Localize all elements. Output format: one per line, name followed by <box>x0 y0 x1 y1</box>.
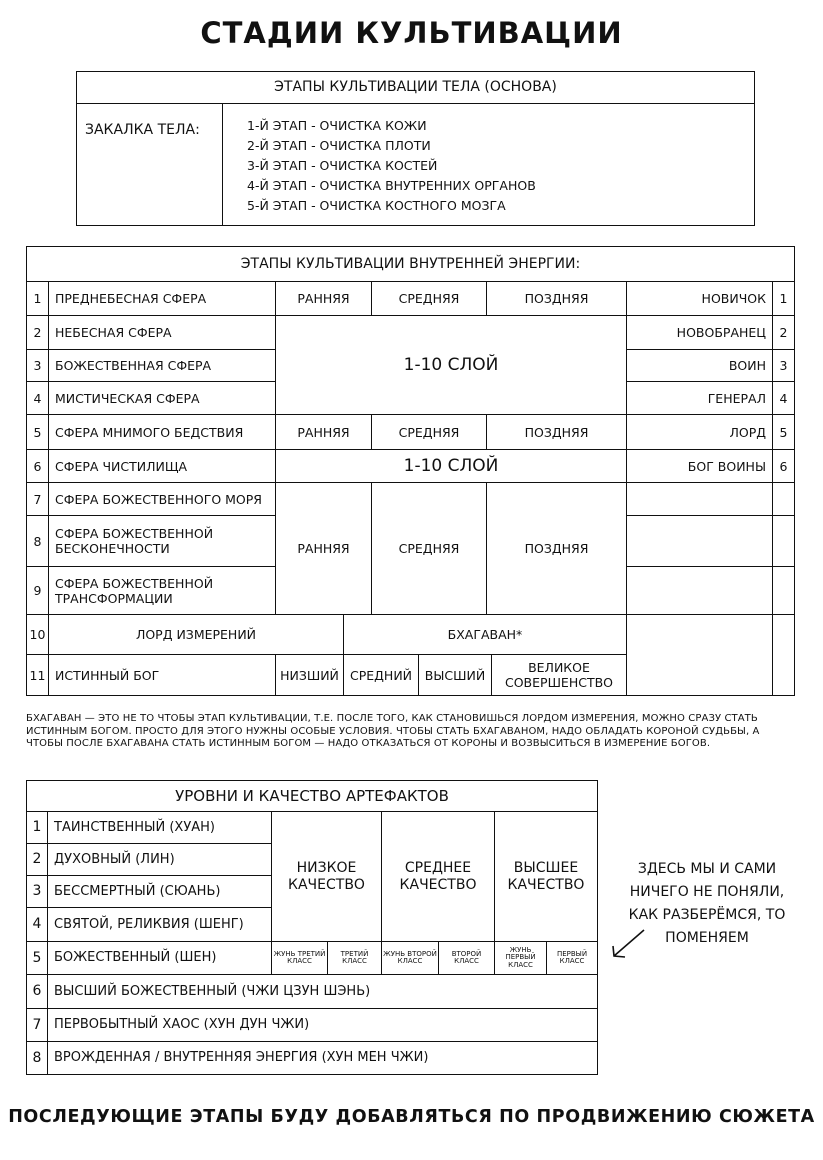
rank-empty-cell <box>626 614 773 696</box>
sphere-name: МИСТИЧЕСКАЯ СФЕРА <box>48 381 276 415</box>
rank-number: 2 <box>772 315 795 350</box>
rank-number: 1 <box>772 281 795 316</box>
energy-row-number: 5 <box>26 414 49 450</box>
energy-table-header: ЭТАПЫ КУЛЬТИВАЦИИ ВНУТРЕННЕЙ ЭНЕРГИИ: <box>26 246 795 282</box>
sphere-name: СФЕРА МНИМОГО БЕДСТВИЯ <box>48 414 276 450</box>
sphere-name: СФЕРА БОЖЕСТВЕННОЙ ТРАНСФОРМАЦИИ <box>48 566 276 615</box>
side-note-line: КАК РАЗБЕРЁМСЯ, ТО <box>628 907 786 923</box>
bhagavan-footnote: БХАГАВАН — ЭТО НЕ ТО ЧТОБЫ ЭТАП КУЛЬТИВАЦИИ, Т.Е. ПОСЛЕ ТОГО, КАК СТАНОВИШЬСЯ ЛОРДОМ ИЗМЕРЕНИЯ, МОЖНО СРАЗУ СТАТЬ ИСТИННЫМ БОГОМ. ПРОСТО ДЛЯ ЭТОГО НУЖНЫ ОСОБЫЕ УСЛОВИЯ. ЧТОБЫ СТАТЬ БХАГАВАНОМ, НАДО ОБЛАДАТЬ КОРОНОЙ СУДЬБЫ, А ЧТОБЫ ПОСЛЕ БХАГАВАНА СТАТЬ ИСТИННЫМ БОГОМ — НАДО ОТКАЗАТЬСЯ ОТ КОРОНЫ И ВОЗВЫСИТЬСЯ В ИЗМЕРЕНИЕ БОГОВ. <box>26 713 760 749</box>
level-great-perfection: ВЕЛИКОЕ СОВЕРШЕНСТВО <box>491 654 627 696</box>
energy-row-number: 7 <box>26 482 49 516</box>
level-middle: СРЕДНИЙ <box>343 654 419 696</box>
energy-row-number: 2 <box>26 315 49 350</box>
level-lowest: НИЗШИЙ <box>275 654 344 696</box>
rank-number: 4 <box>772 381 795 415</box>
energy-row-number: 3 <box>26 349 49 382</box>
energy-row-number: 8 <box>26 515 49 567</box>
quality-low: НИЗКОЕ КАЧЕСТВО <box>271 811 382 942</box>
substage-early: РАННЯЯ <box>275 281 372 316</box>
artifact-level-name: БОЖЕСТВЕННЫЙ (ШЕН) <box>47 941 272 975</box>
side-note-line: ЗДЕСЬ МЫ И САМИ <box>637 861 777 877</box>
body-table-label-cell <box>76 103 223 226</box>
sphere-name: СФЕРА БОЖЕСТВЕННОЙ БЕСКОНЕЧНОСТИ <box>48 515 276 567</box>
body-stage-item: 1-Й ЭТАП - ОЧИСТКА КОЖИ <box>247 118 427 133</box>
quality-subclass: ТРЕТИЙ КЛАСС <box>327 941 382 975</box>
body-table-header: ЭТАПЫ КУЛЬТИВАЦИИ ТЕЛА (ОСНОВА) <box>76 71 755 104</box>
artifact-row-number: 7 <box>26 1008 48 1042</box>
body-stage-item: 2-Й ЭТАП - ОЧИСТКА ПЛОТИ <box>247 138 431 153</box>
rank-empty-cell <box>626 482 773 516</box>
footer-note: ПОСЛЕДУЮЩИЕ ЭТАПЫ БУДУ ДОБАВЛЯТЬСЯ ПО ПРОДВИЖЕНИЮ СЮЖЕТА <box>8 1107 815 1127</box>
sphere-name: ЛОРД ИЗМЕРЕНИЙ <box>48 614 344 655</box>
sphere-name: БОЖЕСТВЕННАЯ СФЕРА <box>48 349 276 382</box>
layers-label: 1-10 СЛОЙ <box>275 315 627 415</box>
body-stage-item: 4-Й ЭТАП - ОЧИСТКА ВНУТРЕННИХ ОРГАНОВ <box>247 178 536 193</box>
artifact-row-number: 4 <box>26 907 48 942</box>
rank-name: ГЕНЕРАЛ <box>626 381 773 415</box>
body-stage-list <box>222 103 755 226</box>
artifact-row-number: 6 <box>26 974 48 1009</box>
substage-middle: СРЕДНЯЯ <box>371 414 487 450</box>
substage-middle: СРЕДНЯЯ <box>371 482 487 615</box>
energy-row-number: 4 <box>26 381 49 415</box>
rank-name: НОВИЧОК <box>626 281 773 316</box>
rank-name: НОВОБРАНЕЦ <box>626 315 773 350</box>
sphere-name: ИСТИННЫЙ БОГ <box>48 654 276 696</box>
artifact-level-name: СВЯТОЙ, РЕЛИКВИЯ (ШЕНГ) <box>47 907 272 942</box>
body-stage-item: 5-Й ЭТАП - ОЧИСТКА КОСТНОГО МОЗГА <box>247 198 506 213</box>
quality-high: ВЫСШЕЕ КАЧЕСТВО <box>494 811 598 942</box>
rank-empty-cell <box>626 515 773 567</box>
rank-number-empty <box>772 614 795 696</box>
body-table-label: ЗАКАЛКА ТЕЛА: <box>85 122 200 138</box>
artifact-level-name: ПЕРВОБЫТНЫЙ ХАОС (ХУН ДУН ЧЖИ) <box>47 1008 598 1042</box>
substage-late: ПОЗДНЯЯ <box>486 414 627 450</box>
artifact-level-name: БЕССМЕРТНЫЙ (СЮАНЬ) <box>47 875 272 908</box>
level-highest: ВЫСШИЙ <box>418 654 492 696</box>
artifact-row-number: 2 <box>26 843 48 876</box>
substage-middle: СРЕДНЯЯ <box>371 281 487 316</box>
artifact-table-header: УРОВНИ И КАЧЕСТВО АРТЕФАКТОВ <box>26 780 598 812</box>
rank-empty-cell <box>626 566 773 615</box>
layers-label: 1-10 СЛОЙ <box>275 449 627 483</box>
substage-early: РАННЯЯ <box>275 414 372 450</box>
rank-number-empty <box>772 482 795 516</box>
artifact-level-name: ТАИНСТВЕННЫЙ (ХУАН) <box>47 811 272 844</box>
artifact-row-number: 3 <box>26 875 48 908</box>
quality-subclass: ВТОРОЙ КЛАСС <box>438 941 495 975</box>
substage-late: ПОЗДНЯЯ <box>486 482 627 615</box>
artifact-row-number: 1 <box>26 811 48 844</box>
substage-early: РАННЯЯ <box>275 482 372 615</box>
body-stage-item: 3-Й ЭТАП - ОЧИСТКА КОСТЕЙ <box>247 158 438 173</box>
artifact-level-name: ВЫСШИЙ БОЖЕСТВЕННЫЙ (ЧЖИ ЦЗУН ШЭНЬ) <box>47 974 598 1009</box>
energy-row-number: 11 <box>26 654 49 696</box>
rank-number: 5 <box>772 414 795 450</box>
rank-number-empty <box>772 515 795 567</box>
artifact-level-name: ВРОЖДЕННАЯ / ВНУТРЕННЯЯ ЭНЕРГИЯ (ХУН МЕН ЧЖИ) <box>47 1041 598 1075</box>
energy-row-number: 9 <box>26 566 49 615</box>
artifact-row-number: 5 <box>26 941 48 975</box>
rank-name: БОГ ВОИНЫ <box>626 449 773 483</box>
quality-subclass: ЖУНЬ ВТОРОЙ КЛАСС <box>381 941 439 975</box>
sphere-name: СФЕРА БОЖЕСТВЕННОГО МОРЯ <box>48 482 276 516</box>
quality-mid: СРЕДНЕЕ КАЧЕСТВО <box>381 811 495 942</box>
sphere-name: ПРЕДНЕБЕСНАЯ СФЕРА <box>48 281 276 316</box>
rank-number: 3 <box>772 349 795 382</box>
arrow-icon <box>608 926 648 962</box>
substage-late: ПОЗДНЯЯ <box>486 281 627 316</box>
energy-row-number: 1 <box>26 281 49 316</box>
rank-number-empty <box>772 566 795 615</box>
bhagavan-cell: БХАГАВАН* <box>343 614 627 655</box>
quality-subclass: ЖУНЬ ТРЕТИЙ КЛАСС <box>271 941 328 975</box>
rank-name: ВОИН <box>626 349 773 382</box>
side-note-line: НИЧЕГО НЕ ПОНЯЛИ, <box>629 884 785 900</box>
sphere-name: НЕБЕСНАЯ СФЕРА <box>48 315 276 350</box>
rank-number: 6 <box>772 449 795 483</box>
side-note-line: ПОМЕНЯЕМ <box>665 930 749 946</box>
energy-row-number: 10 <box>26 614 49 655</box>
rank-name: ЛОРД <box>626 414 773 450</box>
quality-subclass: ЖУНЬ ПЕРВЫЙ КЛАСС <box>494 941 547 975</box>
sphere-name: СФЕРА ЧИСТИЛИЩА <box>48 449 276 483</box>
page-title: СТАДИИ КУЛЬТИВАЦИИ <box>200 16 623 50</box>
energy-row-number: 6 <box>26 449 49 483</box>
quality-subclass: ПЕРВЫЙ КЛАСС <box>546 941 598 975</box>
artifact-row-number: 8 <box>26 1041 48 1075</box>
artifact-level-name: ДУХОВНЫЙ (ЛИН) <box>47 843 272 876</box>
